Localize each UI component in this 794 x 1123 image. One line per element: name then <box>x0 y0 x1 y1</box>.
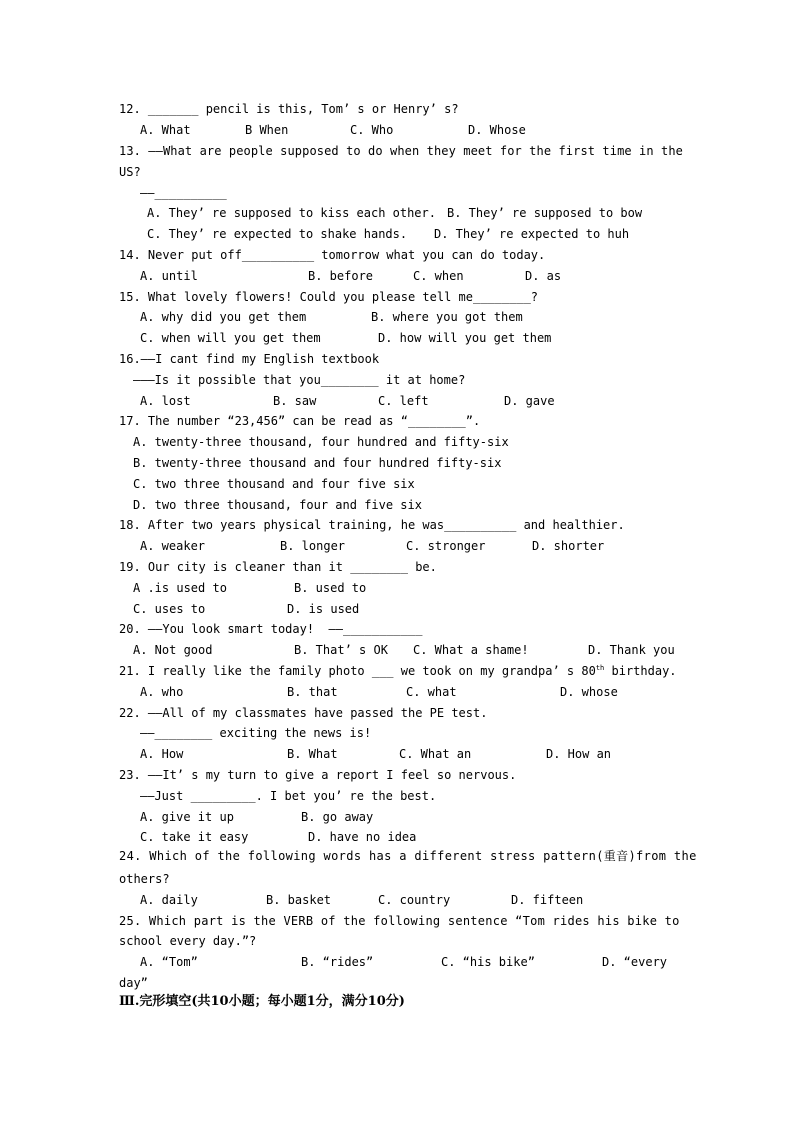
q19-option-c: C. uses to <box>133 602 206 616</box>
q25-option-a: A. “Tom” <box>140 955 198 969</box>
q22-option-c: C. What an <box>399 747 472 761</box>
q23-option-b: B. go away <box>301 810 374 824</box>
q24-stem-line2: others? <box>119 872 170 886</box>
q25-option-d: D. “every <box>602 955 668 969</box>
q14-stem: 14. Never put off__________ tomorrow what you can do today. <box>119 248 546 262</box>
q18-option-d: D. shorter <box>532 539 605 553</box>
q17-option-d: D. two three thousand, four and five six <box>133 498 422 512</box>
q22-option-d: D. How an <box>546 747 612 761</box>
q13-option-d: D. They’ re expected to huh <box>434 227 630 241</box>
q15-option-a: A. why did you get them <box>140 310 307 324</box>
q24-stem-line1: 24. Which of the following words has a different stress pattern(重音)from the <box>119 849 697 863</box>
q14-option-b: B. before <box>308 269 374 283</box>
q15-option-c: C. when will you get them <box>140 331 321 345</box>
q23-option-c: C. take it easy <box>140 830 249 844</box>
q16-stem: 16.——I cant find my English textbook <box>119 352 380 366</box>
q19-option-b: B. used to <box>294 581 367 595</box>
q12-stem: 12. _______ pencil is this, Tom’ s or Henry’ s? <box>119 102 459 116</box>
q21-stem-text: 21. I really like the family photo ___ we took on my grandpa’ s 80 <box>119 664 596 678</box>
q20-option-c: C. What a shame! <box>413 643 529 657</box>
q12-option-a: A. What <box>140 123 191 137</box>
q16-option-d: D. gave <box>504 394 555 408</box>
q24-option-b: B. basket <box>266 893 332 907</box>
q20-option-b: B. That’ s OK <box>294 643 388 657</box>
q23-option-d: D. have no idea <box>308 830 417 844</box>
q19-stem: 19. Our city is cleaner than it ________ be. <box>119 560 437 574</box>
q14-option-c: C. when <box>413 269 464 283</box>
q22-option-a: A. How <box>140 747 184 761</box>
q12-option-c: C. Who <box>350 123 394 137</box>
q21-option-b: B. that <box>287 685 338 699</box>
q23-reply: ——Just _________. I bet you’ re the best. <box>140 789 437 803</box>
q13-option-a: A. They’ re supposed to kiss each other. <box>147 206 436 220</box>
q15-option-d: D. how will you get them <box>378 331 552 345</box>
q25-stem-line2: school every day.”? <box>119 934 257 948</box>
q20-option-d: D. Thank you <box>588 643 675 657</box>
q17-option-a: A. twenty-three thousand, four hundred and fifty-six <box>133 435 509 449</box>
q13-option-c: C. They’ re expected to shake hands. <box>147 227 408 241</box>
q19-option-a: A .is used to <box>133 581 227 595</box>
q15-option-b: B. where you got them <box>371 310 523 324</box>
q13-stem-line1: 13. ——What are people supposed to do when they meet for the first time in the <box>119 144 683 158</box>
q21-stem-end: birthday. <box>604 664 677 678</box>
q25-option-b: B. “rides” <box>301 955 374 969</box>
q23-option-a: A. give it up <box>140 810 234 824</box>
section-heading-cloze: Ⅲ.完形填空(共10小题；每小题1分，满分10分) <box>119 994 405 1009</box>
q21-option-a: A. who <box>140 685 184 699</box>
q17-option-b: B. twenty-three thousand and four hundred fifty-six <box>133 456 502 470</box>
q22-reply: ——________ exciting the news is! <box>140 726 372 740</box>
q25-option-c: C. “his bike” <box>441 955 535 969</box>
q18-option-b: B. longer <box>280 539 346 553</box>
q14-option-d: D. as <box>525 269 562 283</box>
q13-reply: ——__________ <box>140 186 227 200</box>
q21-option-c: C. what <box>406 685 457 699</box>
q12-option-b: B When <box>245 123 289 137</box>
q17-option-c: C. two three thousand and four five six <box>133 477 415 491</box>
q13-option-b: B. They’ re supposed to bow <box>447 206 643 220</box>
q22-option-b: B. What <box>287 747 338 761</box>
q21-option-d: D. whose <box>560 685 618 699</box>
q18-option-c: C. stronger <box>406 539 486 553</box>
q21-ordinal-suffix: th <box>595 664 605 672</box>
q13-stem-line2: US? <box>119 165 141 179</box>
q18-stem: 18. After two years physical training, he was__________ and healthier. <box>119 518 625 532</box>
q16-option-a: A. lost <box>140 394 191 408</box>
q19-option-d: D. is used <box>287 602 360 616</box>
q17-stem: 17. The number “23,456” can be read as “________”. <box>119 414 481 428</box>
q12-option-d: D. Whose <box>468 123 526 137</box>
q16-option-b: B. saw <box>273 394 317 408</box>
q15-stem: 15. What lovely flowers! Could you please tell me________? <box>119 290 539 304</box>
q24-option-c: C. country <box>378 893 451 907</box>
q21-stem <box>119 664 677 678</box>
q24-option-d: D. fifteen <box>511 893 584 907</box>
q14-option-a: A. until <box>140 269 198 283</box>
q16-option-c: C. left <box>378 394 429 408</box>
q20-option-a: A. Not good <box>133 643 213 657</box>
q25-stem-line1: 25. Which part is the VERB of the following sentence “Tom rides his bike to <box>119 914 680 928</box>
q24-option-a: A. daily <box>140 893 198 907</box>
q25-option-d-continued: day” <box>119 976 148 990</box>
q18-option-a: A. weaker <box>140 539 206 553</box>
q16-stem-line2: ———Is it possible that you________ it at home? <box>133 373 466 387</box>
q20-stem: 20. ——You look smart today! ——___________ <box>119 622 423 636</box>
q22-stem: 22. ——All of my classmates have passed the PE test. <box>119 706 488 720</box>
q23-stem: 23. ——It’ s my turn to give a report I feel so nervous. <box>119 768 517 782</box>
